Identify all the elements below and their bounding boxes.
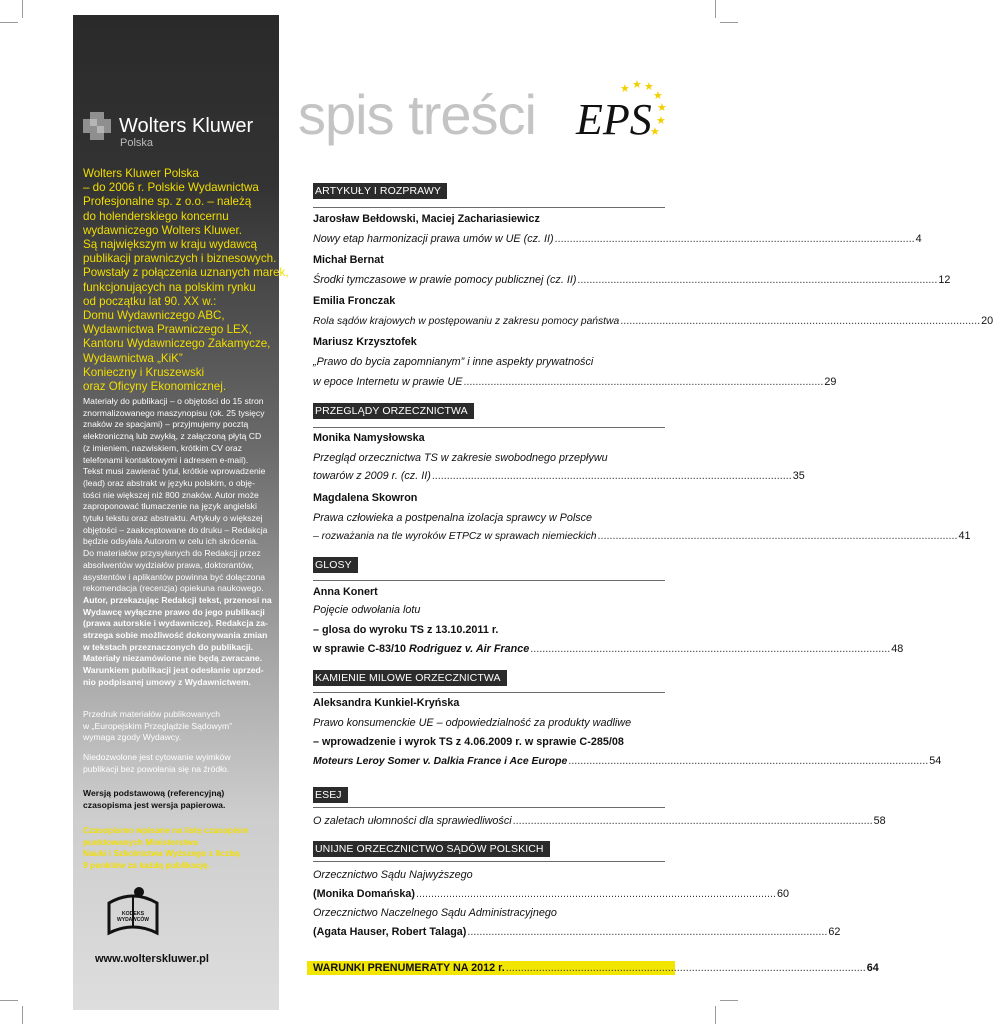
ministry-points-notice: [83, 825, 248, 872]
leader-dots: ........................................................................................................................: [554, 233, 915, 245]
entry-title: towarów z 2009 r. (cz. II): [313, 470, 431, 482]
terms-line: tytułu tekstu oraz abstraktu. Artykuły o większej: [83, 513, 263, 524]
entry-page: 54: [929, 755, 942, 767]
entry-title: Środki tymczasowe w prawie pomocy publicznej (cz. II): [313, 274, 577, 286]
quotation-line: Niedozwolone jest cytowanie wyimków: [83, 752, 231, 762]
section-polish-courts: UNIJNE ORZECZNICTWO SĄDÓW POLSKICH: [313, 841, 550, 857]
entry-page: 41: [958, 530, 971, 542]
svg-text:★: ★: [656, 114, 666, 127]
entry-title: Przegląd orzecznictwa TS w zakresie swobodnego przepływu: [313, 452, 608, 464]
publisher-sidebar: [73, 15, 289, 1010]
terms-line: rekomendacja (recenzja) opiekuna naukowego.: [83, 583, 264, 594]
terms-line: (prawa autorskie i wydawnicze). Redakcja za-: [83, 618, 268, 629]
kodeks-line2: WYDAWCÓW: [117, 917, 149, 923]
crop-mark: [22, 1006, 23, 1024]
toc-entry[interactable]: [313, 926, 841, 938]
svg-text:★: ★: [657, 101, 667, 114]
terms-line: zaproponować tłumaczenie na język angielski: [83, 501, 257, 512]
section-rule: [313, 692, 665, 693]
toc-entry[interactable]: [313, 888, 789, 900]
about-line: Wydawnictwa „KiK”: [83, 351, 183, 365]
entry-author: Magdalena Skowron: [313, 492, 418, 504]
terms-line: znormalizowanego maszynopisu (ok. 25 tysięcy: [83, 407, 265, 418]
leader-dots: ........................................................................................................................: [577, 274, 938, 286]
entry-title: w sprawie C-83/10: [313, 643, 410, 655]
toc-entry[interactable]: [313, 530, 971, 542]
entry-page: 29: [824, 376, 837, 388]
terms-line: Tekst musi zawierać tytuł, krótkie wprowadzenie: [83, 466, 266, 477]
about-publisher: [83, 167, 289, 394]
terms-line: Autor, przekazując Redakcji tekst, przenosi na: [83, 594, 272, 605]
leader-dots: ........................................................................................................................: [463, 376, 824, 388]
crop-mark: [720, 1000, 738, 1001]
about-line: – do 2006 r. Polskie Wydawnictwa: [83, 181, 259, 195]
about-line: Kantoru Wydawniczego Zakamycze,: [83, 337, 271, 351]
entry-page: 58: [873, 815, 886, 827]
svg-text:★: ★: [644, 80, 654, 93]
about-line: Powstały z połączenia uznanych marek,: [83, 266, 289, 280]
website-link[interactable]: www.wolterskluwer.pl: [95, 953, 209, 965]
svg-text:★: ★: [632, 78, 642, 91]
about-line: od początku lat 90. XX w.:: [83, 294, 217, 308]
leader-dots: ........................................................................................................................: [512, 815, 873, 827]
crop-mark: [715, 0, 716, 18]
toc-entry[interactable]: [313, 315, 993, 327]
about-line: Wolters Kluwer Polska: [83, 167, 199, 180]
subscription-bar[interactable]: [307, 961, 879, 975]
toc-entry[interactable]: [313, 815, 886, 827]
entry-page: 4: [915, 233, 922, 245]
entry-author: (Monika Domańska): [313, 888, 415, 900]
terms-line: strzega sobie możliwość dokonywania zmian: [83, 630, 268, 641]
terms-line: asystentów i aplikantów powinna być dołączona: [83, 571, 266, 582]
section-case-law-reviews: PRZEGLĄDY ORZECZNICTWA: [313, 403, 474, 419]
entry-title: Orzecznictwo Naczelnego Sądu Administracyjnego: [313, 907, 557, 919]
reference-line: Wersją podstawową (referencyjną): [83, 788, 225, 798]
entry-author: (Agata Hauser, Robert Talaga): [313, 926, 467, 938]
entry-author: Mariusz Krzysztofek: [313, 336, 417, 348]
terms-line: Wydawcę wyłączne prawo do jego publikacji: [83, 606, 265, 617]
eps-journal-logo: [570, 78, 670, 148]
leader-dots: ........................................................................................................................: [416, 888, 776, 900]
entry-title: Prawa człowieka a postpenalna izolacja sprawcy w Polsce: [313, 512, 593, 524]
kodeks-wydawcow-logo-icon: [103, 883, 163, 939]
entry-title: Moteurs Leroy Somer v. Dalkia France i Ace Europe: [313, 756, 568, 767]
svg-text:★: ★: [620, 82, 630, 95]
toc-entry[interactable]: [313, 755, 942, 767]
entry-author: Aleksandra Kunkiel-Kryńska: [313, 697, 460, 709]
crop-mark: [720, 22, 738, 23]
about-line: Domu Wydawniczego ABC,: [83, 309, 225, 323]
points-line: Czasopismo wpisane na listę czasopism: [83, 825, 249, 835]
entry-title: Nowy etap harmonizacji prawa umów w UE (cz. II): [313, 233, 554, 245]
crop-mark: [0, 1000, 18, 1001]
points-line: punktowanych Ministerstwa: [83, 836, 198, 847]
toc-entry[interactable]: [313, 376, 837, 388]
toc-entry[interactable]: [313, 233, 922, 245]
entry-title: O zaletach ułomności dla sprawiedliwości: [313, 815, 512, 827]
entry-title: w epoce Internetu w prawie UE: [313, 376, 463, 388]
subscription-title: WARUNKI PRENUMERATY NA 2012 r.: [313, 962, 505, 974]
entry-page: 48: [891, 643, 904, 655]
entry-page: 60: [776, 888, 789, 900]
leader-dots: ........................................................................................................................: [597, 530, 958, 542]
logo-country: Polska: [120, 137, 154, 149]
entry-title: – glosa do wyroku TS z 13.10.2011 r.: [313, 624, 499, 636]
terms-line: Warunkiem publikacji jest odesłanie uprzed-: [83, 665, 264, 676]
about-line: do holenderskiego koncernu: [83, 209, 229, 223]
terms-line: (z imieniem, nazwiskiem, krótkim CV oraz: [83, 442, 243, 453]
entry-title: – wprowadzenie i wyrok TS z 4.06.2009 r. w sprawie C-285/08: [313, 736, 624, 748]
quotation-notice: [83, 752, 231, 775]
terms-line: znaków ze spacjami) – przyjmujemy pocztą: [83, 419, 249, 430]
section-rule: [313, 427, 665, 428]
about-line: oraz Oficyny Ekonomicznej.: [83, 380, 227, 394]
section-essay: ESEJ: [313, 787, 348, 803]
reprint-notice: [83, 709, 232, 744]
leader-dots: ........................................................................................................................: [568, 755, 929, 767]
reprint-line: Przedruk materiałów publikowanych: [83, 709, 221, 719]
terms-line: (lead) oraz abstrakt w języku polskim, o obję-: [83, 477, 255, 488]
entry-author: Anna Konert: [313, 586, 378, 598]
entry-title: Pojęcie odwołania lotu: [313, 604, 421, 616]
about-line: Profesjonalne sp. z o.o. – należą: [83, 195, 252, 209]
eps-letters: EPS: [576, 95, 652, 144]
entry-page: 35: [792, 470, 805, 482]
section-articles: ARTYKUŁY I ROZPRAWY: [313, 183, 447, 199]
leader-dots: ........................................................................................................................: [620, 315, 981, 327]
reference-line: czasopisma jest wersja papierowa.: [83, 799, 226, 810]
terms-line: Materiały niezamówione nie będą zwracane.: [83, 653, 263, 664]
toc-entry[interactable]: [313, 470, 805, 482]
crop-mark: [0, 22, 18, 23]
subscription-page: 64: [866, 962, 879, 974]
page-title: spis treści: [298, 83, 536, 146]
entry-title: Prawo konsumenckie UE – odpowiedzialność za produkty wadliwe: [313, 717, 632, 729]
leader-dots: ........................................................................................................................: [505, 962, 866, 974]
leader-dots: ........................................................................................................................: [467, 926, 828, 938]
about-line: Są największym w kraju wydawcą: [83, 238, 257, 252]
entry-title: Orzecznictwo Sądu Najwyższego: [313, 869, 473, 881]
terms-line: tości nie większej niż 800 znaków. Autor może: [83, 489, 259, 500]
entry-title: Rola sądów krajowych w postępowaniu z zakresu pomocy państwa: [313, 316, 620, 327]
toc-entry[interactable]: [313, 643, 904, 655]
svg-text:★: ★: [653, 89, 663, 102]
terms-line: będzie odsyłała Autorom w celu ich skrócenia.: [83, 536, 259, 547]
terms-line: Materiały do publikacji – o objętości do 15 stron: [83, 396, 264, 406]
section-glosses: GLOSY: [313, 557, 358, 573]
about-line: funkcjonujących na polskim rynku: [83, 280, 256, 294]
terms-line: nio podpisanej umowy z Wydawnictwem.: [83, 676, 251, 687]
reprint-line: wymaga zgody Wydawcy.: [83, 732, 182, 743]
crop-mark: [715, 1006, 716, 1024]
svg-text:★: ★: [650, 125, 660, 138]
submission-terms: [83, 396, 277, 689]
about-line: Wydawnictwa Prawniczego LEX,: [83, 323, 252, 337]
reprint-line: w „Europejskim Przeglądzie Sądowym”: [83, 720, 233, 731]
about-line: wydawniczego Wolters Kluwer.: [83, 223, 242, 237]
quotation-line: publikacji bez powołania się na źródło.: [83, 763, 230, 774]
about-line: publikacji prawniczych i biznesowych.: [83, 252, 277, 266]
points-line: 9 punktów za każdą publikację.: [83, 860, 211, 871]
points-line: Nauki i Szkolnictwa Wyższego z liczbą: [83, 848, 240, 859]
crop-mark: [22, 0, 23, 18]
entry-page: 20: [981, 315, 993, 327]
entry-title: – rozważania na tle wyroków ETPCz w sprawach niemieckich: [313, 531, 597, 542]
section-milestones: KAMIENIE MILOWE ORZECZNICTWA: [313, 670, 507, 686]
section-rule: [313, 580, 665, 581]
logo-mark-icon: [83, 112, 111, 142]
logo-name: Wolters Kluwer: [119, 115, 254, 137]
leader-dots: ........................................................................................................................: [431, 470, 792, 482]
about-line: Konieczny i Kruszewski: [83, 365, 205, 379]
section-rule: [313, 207, 665, 208]
reference-version-notice: [83, 788, 225, 811]
section-rule: [313, 807, 665, 808]
terms-line: Do materiałów przysyłanych do Redakcji przez: [83, 548, 261, 559]
entry-page: 12: [938, 274, 951, 286]
entry-author: Michał Bernat: [313, 254, 384, 266]
kodeks-line1: KODEKS: [121, 911, 145, 917]
terms-line: w tekstach przeznaczonych do publikacji.: [83, 641, 254, 652]
terms-line: objętości – zaakceptowane do druku – Redakcja: [83, 524, 268, 535]
entry-author: Monika Namysłowska: [313, 432, 425, 444]
terms-line: telefonami kontaktowymi i adresem e-mail).: [83, 454, 249, 465]
entry-title: „Prawo do bycia zapomnianym” i inne aspekty prywatności: [313, 356, 594, 368]
leader-dots: ........................................................................................................................: [530, 643, 891, 655]
entry-title-case: Rodriguez v. Air France: [409, 643, 530, 655]
entry-page: 62: [828, 926, 841, 938]
entry-author: Emilia Fronczak: [313, 295, 396, 307]
section-rule: [313, 861, 665, 862]
toc-entry[interactable]: [313, 274, 951, 286]
terms-line: elektroniczną lub zwykłą, z załączoną płytą CD: [83, 431, 262, 442]
terms-line: absolwentów wydziałów prawa, doktorantów,: [83, 559, 254, 570]
entry-author: Jarosław Bełdowski, Maciej Zachariasiewicz: [313, 213, 540, 225]
